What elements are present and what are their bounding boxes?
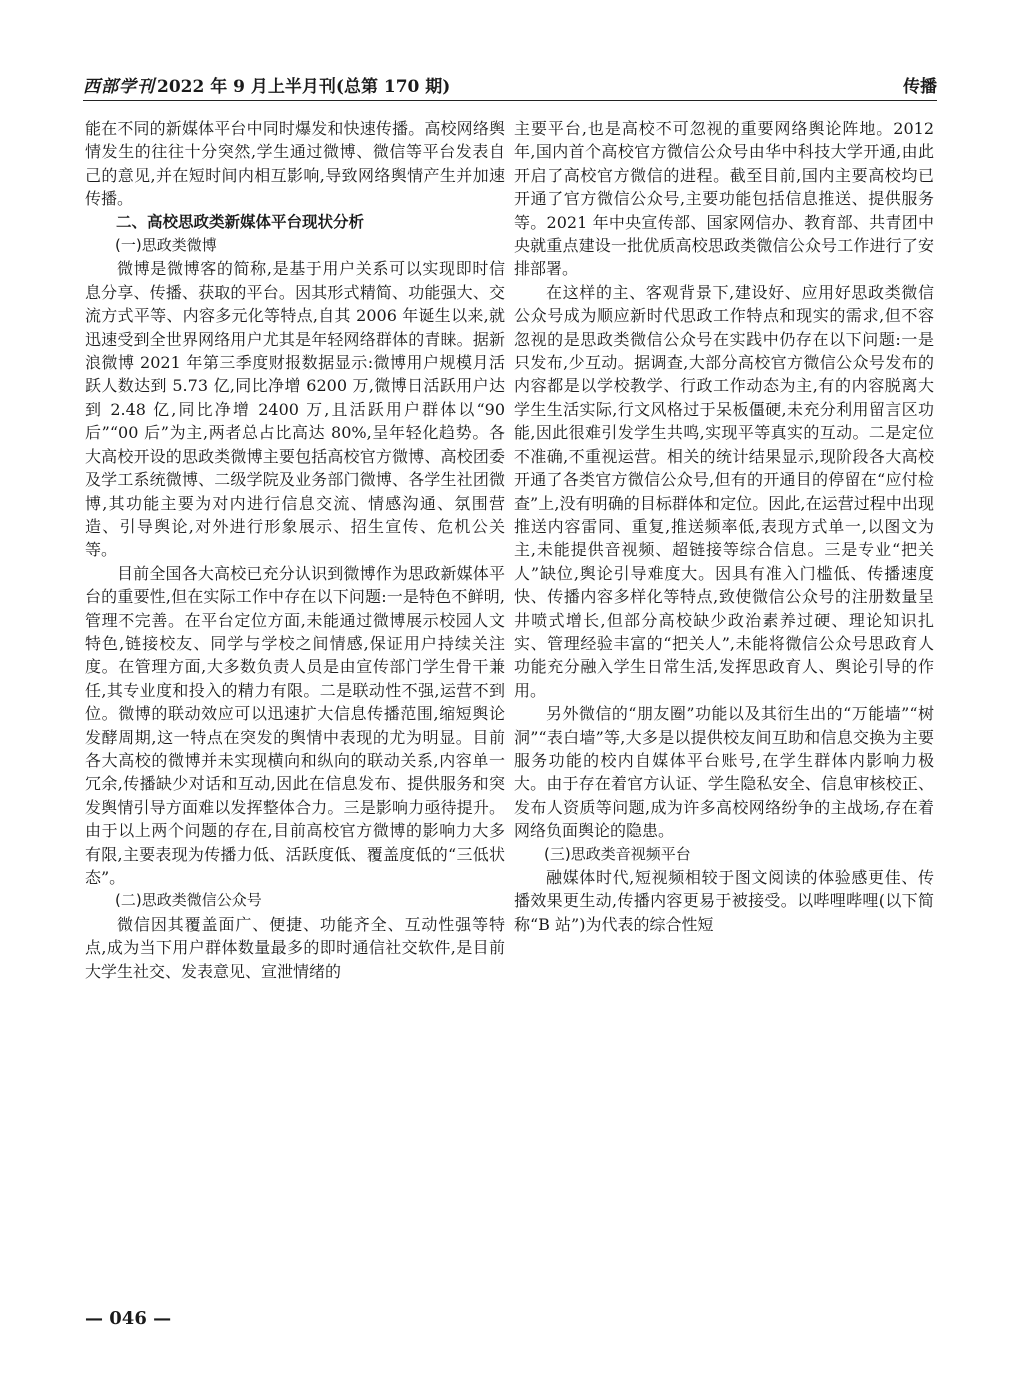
paragraph-wechat-continued: 主要平台,也是高校不可忽视的重要网络舆论阵地。2012 年,国内首个高校官方微信公众号由华中科技大学开通,由此开启了高校官方微信的进程。截至目前,国内主要高校均已开通了官方微信公众号,主要功能包括信息推送、提供服务等。2021 年中央宣传部、国家网信办、教育部、共青团中央就重点建设一批优质高校思政类微信公众号工作进行了安排部署。: [514, 119, 934, 279]
paragraph-weibo-intro: 微博是微博客的简称,是基于用户关系可以实现即时信息分享、传播、获取的平台。因其形式精简、功能强大、交流方式平等、内容多元化等特点,自其 2006 年诞生以来,就迅速受到全世界网络用户尤其是年轻网络群体的青睐。据新浪微博 2021 年第三季度财报数据显示:微博用户规模月活跃人数达到 5.73 亿,同比净增 6200 万,微博日活跃用户达到 2.48 亿,同比净增 2400 万,且活跃用户群体以“90 后”“00 后”为主,两者总占比高达 80%,呈年轻化趋势。各大高校开设的思政类微博主要包括高校官方微博、高校团委及学工系统微博、二级学院及业务部门微博、各学生社团微博,其功能主要为对内进行信息交流、情感沟通、氛围营造、引导舆论,对外进行形象展示、招生宣传、危机公关等。: [85, 259, 505, 560]
running-header: [83, 66, 937, 101]
subsection-heading-weibo: (一)思政类微博: [115, 236, 217, 255]
paragraph-weibo-problems: 目前全国各大高校已充分认识到微博作为思政新媒体平台的重要性,但在实际工作中存在以下问题:一是特色不鲜明,管理不完善。在平台定位方面,未能通过微博展示校园人文特色,链接校友、同学与学校之间情感,保证用户持续关注度。在管理方面,大多数负责人员是由宣传部门学生骨干兼任,其专业度和投入的精力有限。二是联动性不强,运营不到位。微博的联动效应可以迅速扩大信息传播范围,缩短舆论发酵周期,这一特点在突发的舆情中表现的尤为明显。目前各大高校的微博并未实现横向和纵向的联动关系,内容单一冗余,传播缺少对话和互动,因此在信息发布、提供服务和突发舆情引导方面难以发挥整体合力。三是影响力亟待提升。由于以上两个问题的存在,目前高校官方微博的影响力大多有限,主要表现为传播力低、活跃度低、覆盖度低的“三低状态”。: [85, 563, 505, 887]
issue-info: 2022 年 9 月上半月刊(总第 170 期): [157, 77, 451, 97]
section-heading: 二、高校思政类新媒体平台现状分析: [116, 212, 365, 231]
subsection-heading-wechat: (二)思政类微信公众号: [115, 891, 262, 910]
subsection-heading-video: (三)思政类音视频平台: [544, 844, 691, 863]
journal-title: [83, 72, 450, 97]
journal-logo: 西部学刊: [83, 77, 155, 97]
paragraph-wechat-intro: 微信因其覆盖面广、便捷、功能齐全、互动性强等特点,成为当下用户群体数量最多的即时通信社交软件,是目前大学生社交、发表意见、宣泄情绪的: [85, 914, 505, 981]
paragraph-wechat-problems: 在这样的主、客观背景下,建设好、应用好思政类微信公众号成为顺应新时代思政工作特点和现实的需求,但不容忽视的是思政类微信公众号在实践中仍存在以下问题:一是只发布,少互动。据调查,大部分高校官方微信公众号发布的内容都是以学校教学、行政工作动态为主,有的内容脱离大学生生活实际,行文风格过于呆板僵硬,未充分利用留言区功能,因此很难引发学生共鸣,实现平等真实的互动。二是定位不准确,不重视运营。相关的统计结果显示,现阶段各大高校开通了各类官方微信公众号,但有的开通目的停留在“应付检查”上,没有明确的目标群体和定位。因此,在运营过程中出现推送内容雷同、重复,推送频率低,表现方式单一,以图文为主,未能提供音视频、超链接等综合信息。三是专业“把关人”缺位,舆论引导难度大。因具有准入门槛低、传播速度快、传播内容多样化等特点,致使微信公众号的注册数量呈井喷式增长,但部分高校缺少政治素养过硬、理论知识扎实、管理经验丰富的“把关人”,未能将微信公众号思政育人功能充分融入学生日常生活,发挥思政育人、舆论引导的作用。: [514, 282, 934, 700]
paragraph-moments: 另外微信的“朋友圈”功能以及其衍生出的“万能墙”“树洞”“表白墙”等,大多是以提供校友间互助和信息交换为主要服务功能的校内自媒体平台账号,在学生群体内影响力极大。由于存在着官方认证、学生隐私安全、信息审核校正、发布人资质等问题,成为许多高校网络纷争的主战场,存在着网络负面舆论的隐患。: [514, 704, 934, 841]
paragraph-video-intro: 融媒体时代,短视频相较于图文阅读的体验感更佳、传播效果更生动,传播内容更易于被接受。以哔哩哔哩(以下简称“B 站”)为代表的综合性短: [514, 868, 934, 934]
paragraph-intro: 能在不同的新媒体平台中同时爆发和快速传播。高校网络舆情发生的往往十分突然,学生通过微博、微信等平台发表自己的意见,并在短时间内相互影响,导致网络舆情产生并加速传播。: [85, 119, 505, 209]
right-column: [514, 117, 934, 936]
left-column: [85, 117, 505, 983]
page-number: — 046 —: [85, 1308, 172, 1329]
section-name: 传播: [903, 77, 937, 97]
